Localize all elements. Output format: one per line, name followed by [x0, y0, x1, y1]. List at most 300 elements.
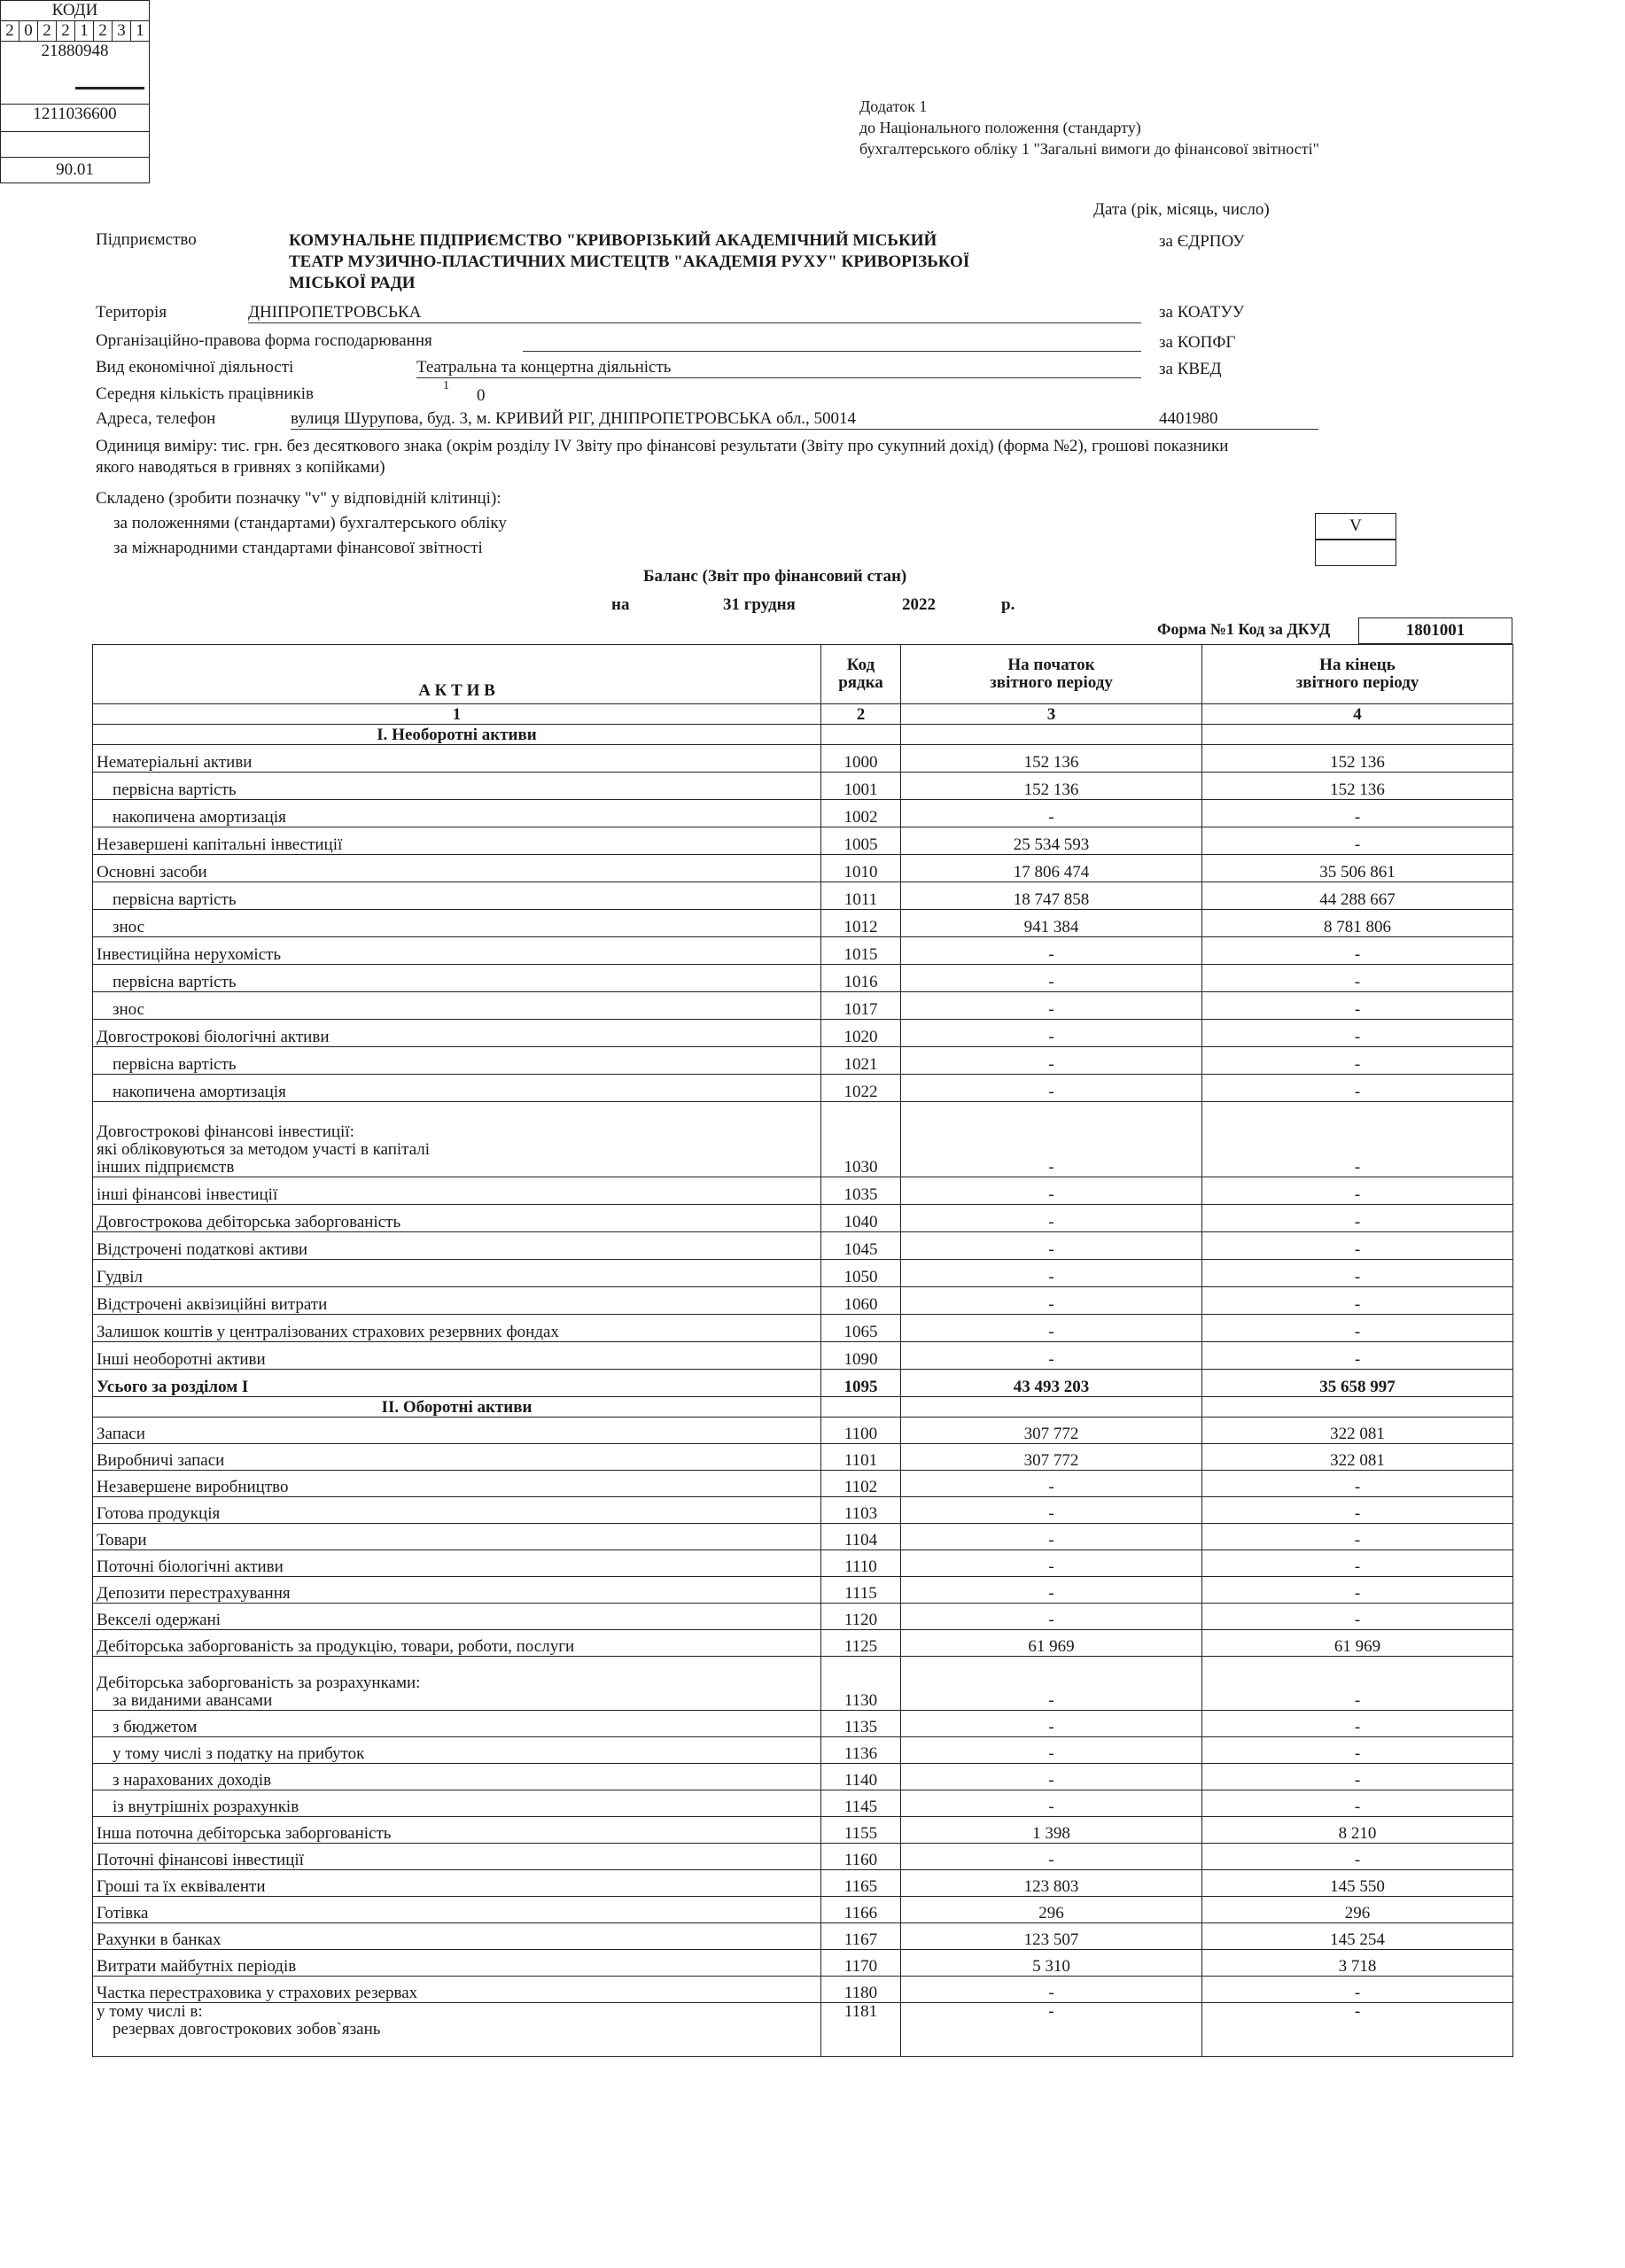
row-start-value: 941 384	[901, 910, 1202, 937]
table-row	[93, 1287, 1513, 1315]
date-digit: 2	[94, 21, 113, 42]
table-row	[93, 1260, 1513, 1287]
table-row	[93, 1711, 1513, 1737]
table-row	[93, 1075, 1513, 1102]
row-name: Поточні фінансові інвестиції	[93, 1844, 821, 1870]
appendix-line-3: бухгалтерського обліку 1 "Загальні вимоги до фінансової звітності"	[859, 140, 1319, 158]
table-row	[93, 1977, 1513, 2003]
row-code: 1010	[821, 855, 901, 882]
row-code: 1145	[821, 1790, 901, 1817]
row-end-value: -	[1202, 1604, 1513, 1630]
section-1-row	[93, 725, 1513, 745]
row-name: з бюджетом	[93, 1711, 821, 1737]
row-name: знос	[93, 910, 821, 937]
report-year: 2022	[902, 595, 936, 614]
codes-table	[0, 0, 150, 183]
section-1b-rows	[93, 1177, 1513, 1370]
row-code: 1002	[821, 800, 901, 827]
row-start-value: 307 772	[901, 1418, 1202, 1444]
row-name-line: інших підприємств	[97, 1158, 235, 1177]
row-name: Товари	[93, 1524, 821, 1550]
row-name-line: у тому числі в:	[97, 2002, 203, 2021]
row-start-value: -	[901, 1497, 1202, 1524]
codes-header: КОДИ	[1, 1, 150, 21]
territory-label: Територія	[96, 303, 167, 322]
row-end-value: 296	[1202, 1897, 1513, 1923]
row-end-value: -	[1202, 1471, 1513, 1497]
table-row	[93, 827, 1513, 855]
row-code: 1155	[821, 1817, 901, 1844]
header-code-b: рядка	[838, 673, 883, 692]
unit-line-1: Одиниця виміру: тис. грн. без десяткового знака (окрім розділу IV Звіту про фінансові результати (Звіту про сукупний дохід) (форма №2), грошові показники	[96, 437, 1229, 455]
report-on: на	[611, 595, 630, 614]
table-row	[93, 1418, 1513, 1444]
row-end-value: -	[1202, 1577, 1513, 1604]
row-start-value: 123 507	[901, 1923, 1202, 1950]
row-end-value: -	[1202, 1232, 1513, 1260]
row-code: 1017	[821, 992, 901, 1020]
row-start-value: 123 803	[901, 1870, 1202, 1897]
row-name: Основні засоби	[93, 855, 821, 882]
row-end-value: -	[1202, 1790, 1513, 1817]
row-name-line: які обліковуються за методом участі в капіталі	[97, 1140, 431, 1159]
row-name: Гроші та їх еквіваленти	[93, 1870, 821, 1897]
legal-form-line	[523, 351, 1141, 352]
entity-name-line-2: ТЕАТР МУЗИЧНО-ПЛАСТИЧНИХ МИСТЕЦТВ "АКАДЕМІЯ РУХУ" КРИВОРІЗЬКОЇ	[289, 252, 970, 271]
date-digit: 0	[19, 21, 38, 42]
table-row	[93, 1657, 1513, 1711]
compiled-option-1: за положеннями (стандартами) бухгалтерського обліку	[113, 514, 507, 532]
row-end-value: -	[1202, 1737, 1513, 1764]
row-end-value: -	[1202, 1497, 1513, 1524]
table-row	[93, 1604, 1513, 1630]
date-digit: 2	[1, 21, 19, 42]
row-name: Векселі одержані	[93, 1604, 821, 1630]
scan-mark	[75, 87, 144, 89]
row-start-value: -	[901, 1287, 1202, 1315]
row-code: 1136	[821, 1737, 901, 1764]
employees-label: Середня кількість працівників	[96, 384, 314, 403]
row-start-value: -	[901, 1604, 1202, 1630]
table-row	[93, 1870, 1513, 1897]
table-row	[93, 1577, 1513, 1604]
row-name: первісна вартість	[93, 965, 821, 992]
header-start	[901, 645, 1202, 704]
row-end-value: 145 550	[1202, 1870, 1513, 1897]
row-code: 1160	[821, 1844, 901, 1870]
date-digit: 3	[113, 21, 131, 42]
row-end-value: -	[1202, 827, 1513, 855]
row-start-value: -	[901, 1075, 1202, 1102]
row-code: 1140	[821, 1764, 901, 1790]
col-number: 2	[821, 704, 901, 725]
row-start-value: -	[901, 1205, 1202, 1232]
row-end-value: 61 969	[1202, 1630, 1513, 1657]
row-name: Готівка	[93, 1897, 821, 1923]
row-name	[93, 1102, 821, 1177]
row-code: 1100	[821, 1418, 901, 1444]
total-1-row	[93, 1370, 1513, 1397]
report-date: 31 грудня	[723, 595, 796, 614]
row-code: 1040	[821, 1205, 901, 1232]
row-name: Частка перестраховика у страхових резервах	[93, 1977, 821, 2003]
row-end-value: 35 506 861	[1202, 855, 1513, 882]
row-code: 1001	[821, 773, 901, 800]
unit-line-2: якого наводяться в гривнях з копійками)	[96, 458, 385, 477]
total-1-start: 43 493 203	[901, 1370, 1202, 1397]
entity-name-line-1: КОМУНАЛЬНЕ ПІДПРИЄМСТВО "КРИВОРІЗЬКИЙ АКАДЕМІЧНИЙ МІСЬКИЙ	[289, 231, 937, 250]
row-name: Депозити перестрахування	[93, 1577, 821, 1604]
row-start-value: -	[901, 1577, 1202, 1604]
row-name-line: резервах довгострокових зобов`язань	[113, 2020, 381, 2039]
row-end-value: -	[1202, 1177, 1513, 1205]
row-name: Інша поточна дебіторська заборгованість	[93, 1817, 821, 1844]
entity-name-line-3: МІСЬКОЇ РАДИ	[289, 274, 416, 292]
entity-name	[289, 230, 969, 294]
table-row	[93, 1524, 1513, 1550]
row-end-value: -	[1202, 1657, 1513, 1711]
total-1-code: 1095	[821, 1370, 901, 1397]
header-start-a: На початок	[1007, 656, 1095, 674]
header-end	[1202, 645, 1513, 704]
row-end-value: 152 136	[1202, 773, 1513, 800]
row-end-value: -	[1202, 1205, 1513, 1232]
row-name: накопичена амортизація	[93, 800, 821, 827]
row-name: Поточні біологічні активи	[93, 1550, 821, 1577]
row-end-value: -	[1202, 800, 1513, 827]
row-start-value: 307 772	[901, 1444, 1202, 1471]
section-2-row	[93, 1397, 1513, 1418]
table-row	[93, 1020, 1513, 1047]
row-start-value: -	[901, 1550, 1202, 1577]
column-number-row	[93, 704, 1513, 725]
row-end-value: -	[1202, 1977, 1513, 2003]
section-1-title: І. Необоротні активи	[93, 725, 821, 745]
row-code: 1181	[821, 2003, 901, 2057]
row-code: 1012	[821, 910, 901, 937]
row-start-value: -	[901, 1764, 1202, 1790]
row-end-value: -	[1202, 992, 1513, 1020]
table-row	[93, 855, 1513, 882]
row-code: 1015	[821, 937, 901, 965]
table-row	[93, 1205, 1513, 1232]
row-code: 1022	[821, 1075, 901, 1102]
row-code: 1090	[821, 1342, 901, 1370]
row-name: Інвестиційна нерухомість	[93, 937, 821, 965]
row-start-value: 5 310	[901, 1950, 1202, 1977]
row-start-value: -	[901, 1844, 1202, 1870]
row-name	[93, 1657, 821, 1711]
table-row	[93, 2003, 1513, 2057]
employees-mark: 1	[443, 379, 449, 392]
header-asset: А К Т И В	[93, 645, 821, 704]
table-row	[93, 1897, 1513, 1923]
row-name-line: за виданими авансами	[113, 1691, 273, 1710]
table-row	[93, 773, 1513, 800]
row-start-value: 1 398	[901, 1817, 1202, 1844]
territory-value: ДНІПРОПЕТРОВСЬКА	[248, 303, 1141, 323]
header-code	[821, 645, 901, 704]
row-name: Незавершені капітальні інвестиції	[93, 827, 821, 855]
row-name: Довгострокові біологічні активи	[93, 1020, 821, 1047]
total-1-name: Усього за розділом І	[93, 1370, 821, 1397]
total-1-end: 35 658 997	[1202, 1370, 1513, 1397]
table-row	[93, 1923, 1513, 1950]
row-end-value: 145 254	[1202, 1923, 1513, 1950]
row-start-value: -	[901, 1260, 1202, 1287]
entity-label: Підприємство	[96, 230, 197, 249]
row-start-value: -	[901, 1342, 1202, 1370]
row-code: 1020	[821, 1020, 901, 1047]
row-code: 1103	[821, 1497, 901, 1524]
table-row	[93, 1177, 1513, 1205]
row-code: 1180	[821, 1977, 901, 2003]
row-code: 1035	[821, 1177, 901, 1205]
row-start-value: -	[901, 1102, 1202, 1177]
row-code: 1110	[821, 1550, 901, 1577]
row-end-value: -	[1202, 1260, 1513, 1287]
table-row	[93, 1844, 1513, 1870]
row-start-value: -	[901, 1737, 1202, 1764]
row-end-value: -	[1202, 1550, 1513, 1577]
row-start-value: -	[901, 1657, 1202, 1711]
row-name: Дебіторська заборгованість за продукцію, товари, роботи, послуги	[93, 1630, 821, 1657]
row-start-value: -	[901, 2003, 1202, 2057]
row-code: 1050	[821, 1260, 901, 1287]
row-code: 1000	[821, 745, 901, 773]
row-name: Залишок коштів у централізованих страхових резервних фондах	[93, 1315, 821, 1342]
row-end-value: -	[1202, 1315, 1513, 1342]
row-name: Гудвіл	[93, 1260, 821, 1287]
activity-label: Вид економічної діяльності	[96, 358, 294, 377]
row-code: 1011	[821, 882, 901, 910]
row-code: 1045	[821, 1232, 901, 1260]
table-row	[93, 800, 1513, 827]
table-row	[93, 1232, 1513, 1260]
header-start-b: звітного періоду	[990, 673, 1113, 692]
phone-value: 4401980	[1159, 409, 1218, 428]
date-digit: 2	[38, 21, 57, 42]
table-row	[93, 1444, 1513, 1471]
header-code-a: Код	[846, 656, 875, 674]
row-name: первісна вартість	[93, 1047, 821, 1075]
row-start-value: -	[901, 992, 1202, 1020]
employees-value: 0	[477, 386, 486, 405]
table-row	[93, 882, 1513, 910]
row-end-value: -	[1202, 1287, 1513, 1315]
row-end-value: -	[1202, 1047, 1513, 1075]
row-start-value: 296	[901, 1897, 1202, 1923]
table-row	[93, 1102, 1513, 1177]
row-name: знос	[93, 992, 821, 1020]
balance-table	[92, 644, 1513, 2057]
row-code: 1165	[821, 1870, 901, 1897]
row-start-value: 17 806 474	[901, 855, 1202, 882]
row-start-value: -	[901, 937, 1202, 965]
row-start-value: -	[901, 1177, 1202, 1205]
activity-value: Театральна та концертна діяльність	[416, 358, 1141, 378]
row-start-value: -	[901, 1047, 1202, 1075]
table-row	[93, 745, 1513, 773]
row-start-value: -	[901, 1020, 1202, 1047]
dkud-code: 1801001	[1358, 617, 1512, 644]
header-end-a: На кінець	[1319, 656, 1396, 674]
table-row	[93, 1950, 1513, 1977]
table-row	[93, 965, 1513, 992]
row-name: Готова продукція	[93, 1497, 821, 1524]
row-code: 1115	[821, 1577, 901, 1604]
table-row	[93, 1471, 1513, 1497]
row-end-value: 322 081	[1202, 1418, 1513, 1444]
row-start-value: -	[901, 1524, 1202, 1550]
row-code: 1104	[821, 1524, 901, 1550]
row-end-value: -	[1202, 1524, 1513, 1550]
row-code: 1060	[821, 1287, 901, 1315]
option-2-checkbox	[1315, 540, 1396, 566]
row-start-value: -	[901, 1471, 1202, 1497]
row-start-value: -	[901, 800, 1202, 827]
col-number: 3	[901, 704, 1202, 725]
row-code: 1005	[821, 827, 901, 855]
row-end-value: -	[1202, 1711, 1513, 1737]
report-title: Баланс (Звіт про фінансовий стан)	[643, 567, 907, 586]
row-name: Відстрочені аквізиційні витрати	[93, 1287, 821, 1315]
row-start-value: 25 534 593	[901, 827, 1202, 855]
row-start-value: 152 136	[901, 745, 1202, 773]
kved-code: 90.01	[1, 158, 150, 183]
row-end-value: -	[1202, 937, 1513, 965]
table-row	[93, 1817, 1513, 1844]
row-code: 1166	[821, 1897, 901, 1923]
section-1-rows	[93, 745, 1513, 1102]
appendix-note	[859, 96, 1319, 159]
row-end-value: 8 210	[1202, 1817, 1513, 1844]
row-end-value: -	[1202, 1075, 1513, 1102]
table-row	[93, 1047, 1513, 1075]
legal-form-label: Організаційно-правова форма господарювання	[96, 331, 432, 350]
col-number: 1	[93, 704, 821, 725]
row-name: із внутрішніх розрахунків	[93, 1790, 821, 1817]
row-name: первісна вартість	[93, 882, 821, 910]
row-code: 1016	[821, 965, 901, 992]
date-digit: 1	[75, 21, 94, 42]
table-row	[93, 1342, 1513, 1370]
koatuu-code: 1211036600	[1, 105, 150, 132]
row-name: накопичена амортизація	[93, 1075, 821, 1102]
row-code: 1130	[821, 1657, 901, 1711]
kved-label: за КВЕД	[1159, 360, 1222, 378]
edrpou-label: за ЄДРПОУ	[1159, 232, 1245, 251]
row-name-line: Дебіторська заборгованість за розрахунками:	[97, 1674, 421, 1692]
edrpou-code: 21880948	[1, 42, 150, 105]
row-name: Нематеріальні активи	[93, 745, 821, 773]
row-code: 1102	[821, 1471, 901, 1497]
row-name: Незавершене виробництво	[93, 1471, 821, 1497]
row-end-value: 3 718	[1202, 1950, 1513, 1977]
report-year-suffix: р.	[1001, 595, 1015, 614]
row-name: Довгострокова дебіторська заборгованість	[93, 1205, 821, 1232]
table-row	[93, 992, 1513, 1020]
table-row	[93, 1764, 1513, 1790]
table-row	[93, 1497, 1513, 1524]
option-1-checkbox: V	[1315, 513, 1396, 540]
row-end-value: -	[1202, 1342, 1513, 1370]
row-name: Інші необоротні активи	[93, 1342, 821, 1370]
table-row	[93, 1737, 1513, 1764]
row-end-value: 322 081	[1202, 1444, 1513, 1471]
row-start-value: -	[901, 1977, 1202, 2003]
row-end-value: -	[1202, 1020, 1513, 1047]
row-start-value: 152 136	[901, 773, 1202, 800]
table-row	[93, 1630, 1513, 1657]
row-start-value: -	[901, 1790, 1202, 1817]
row-start-value: 61 969	[901, 1630, 1202, 1657]
row-name: первісна вартість	[93, 773, 821, 800]
unit-note	[96, 436, 1228, 478]
row-code: 1021	[821, 1047, 901, 1075]
row-start-value: 18 747 858	[901, 882, 1202, 910]
row-end-value: 8 781 806	[1202, 910, 1513, 937]
row-end-value: -	[1202, 1764, 1513, 1790]
section-2b-rows	[93, 1711, 1513, 2003]
section-2-title: ІІ. Оборотні активи	[93, 1397, 821, 1418]
row-code: 1120	[821, 1604, 901, 1630]
row-end-value: -	[1202, 2003, 1513, 2057]
row-name	[93, 2003, 821, 2057]
row-name: Відстрочені податкові активи	[93, 1232, 821, 1260]
row-code: 1030	[821, 1102, 901, 1177]
row-code: 1125	[821, 1630, 901, 1657]
header-end-b: звітного періоду	[1295, 673, 1419, 692]
date-digit: 2	[57, 21, 75, 42]
date-digit: 1	[131, 21, 150, 42]
row-code: 1065	[821, 1315, 901, 1342]
row-code: 1167	[821, 1923, 901, 1950]
section-2-rows	[93, 1418, 1513, 1657]
address-label: Адреса, телефон	[96, 409, 216, 428]
row-name: Рахунки в банках	[93, 1923, 821, 1950]
address-value: вулиця Шурупова, буд. 3, м. КРИВИЙ РІГ, ДНІПРОПЕТРОВСЬКА обл., 50014	[291, 409, 1318, 430]
row-name: у тому числі з податку на прибуток	[93, 1737, 821, 1764]
row-end-value: -	[1202, 965, 1513, 992]
row-name: з нарахованих доходів	[93, 1764, 821, 1790]
row-start-value: -	[901, 1315, 1202, 1342]
col-number: 4	[1202, 704, 1513, 725]
row-name: Виробничі запаси	[93, 1444, 821, 1471]
row-name: Витрати майбутніх періодів	[93, 1950, 821, 1977]
compiled-option-2: за міжнародними стандартами фінансової звітності	[113, 539, 483, 557]
row-code: 1170	[821, 1950, 901, 1977]
form-label: Форма №1 Код за ДКУД	[1157, 620, 1331, 638]
row-name-line: Довгострокові фінансові інвестиції:	[97, 1122, 354, 1141]
table-row	[93, 1550, 1513, 1577]
table-row	[93, 937, 1513, 965]
row-end-value: 44 288 667	[1202, 882, 1513, 910]
koatuu-label: за КОАТУУ	[1159, 303, 1245, 322]
row-start-value: -	[901, 965, 1202, 992]
appendix-line-1: Додаток 1	[859, 97, 928, 115]
compiled-title: Складено (зробити позначку "v" у відповідній клітинці):	[96, 489, 501, 508]
row-name: Запаси	[93, 1418, 821, 1444]
row-end-value: 152 136	[1202, 745, 1513, 773]
table-row	[93, 1790, 1513, 1817]
row-end-value: -	[1202, 1844, 1513, 1870]
table-header-row	[93, 645, 1513, 704]
row-end-value: -	[1202, 1102, 1513, 1177]
kopfg-label: за КОПФГ	[1159, 333, 1236, 352]
kopfg-code	[1, 132, 150, 158]
row-name: інші фінансові інвестиції	[93, 1177, 821, 1205]
